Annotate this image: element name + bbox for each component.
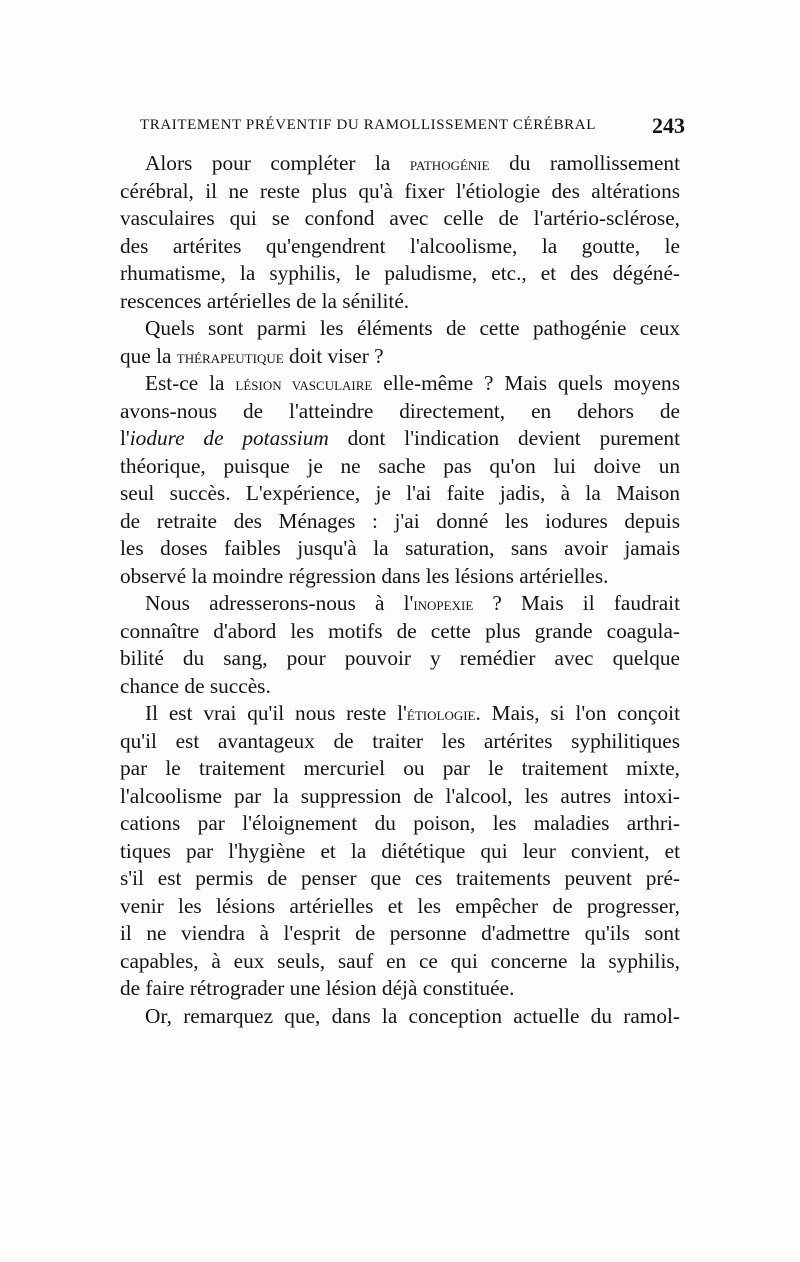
text-line: l'alcoolisme par la suppression de l'alcool, les autres intoxi- [120, 783, 680, 808]
text-line: l'iodure de potassium dont l'indication devient purement [120, 426, 680, 450]
text-line: chance de succès. [120, 673, 271, 698]
running-head [140, 115, 685, 143]
text-line: s'il est permis de penser que ces traitements peuvent pré- [120, 866, 680, 890]
text-line: avons-nous de l'atteindre directement, en dehors de [120, 398, 680, 423]
text-line: rhumatisme, la syphilis, le paludisme, etc., et des dégéné- [120, 261, 680, 285]
page-number: 243 [652, 113, 685, 138]
small-caps-term: étiologie [406, 704, 476, 724]
body-text [120, 150, 680, 1030]
text-line: rescences artérielles de la sénilité. [120, 288, 410, 313]
text-line: les doses faibles jusqu'à la saturation, sans avoir jamais [120, 536, 680, 560]
text-line: bilité du sang, pour pouvoir y remédier avec quelque [120, 646, 680, 670]
text-line: venir les lésions artérielles et les empêcher de progresser, [120, 893, 680, 918]
text-line: Quels sont parmi les éléments de cette pathogénie ceux [145, 316, 680, 340]
running-head-title: TRAITEMENT PRÉVENTIF DU RAMOLLISSEMENT CÉRÉBRAL [140, 117, 596, 133]
text-line: vasculaires qui se confond avec celle de l'artério-sclérose, [120, 206, 680, 230]
text-line: des artérites qu'engendrent l'alcoolisme, la goutte, le [120, 233, 680, 258]
text-line: capables, à eux seuls, sauf en ce qui concerne la syphilis, [120, 948, 680, 973]
text-line: Il est vrai qu'il nous reste l'étiologie. Mais, si l'on conçoit [145, 701, 680, 725]
text-line: Or, remarquez que, dans la conception actuelle du ramol- [145, 1003, 680, 1028]
text-line: Est-ce la lésion vasculaire elle-même ? Mais quels moyens [145, 371, 680, 395]
text-line: qu'il est avantageux de traiter les artérites syphilitiques [120, 728, 680, 753]
text-line: par le traitement mercuriel ou par le traitement mixte, [120, 756, 680, 780]
text-line: tiques par l'hygiène et la diététique qui leur convient, et [120, 838, 680, 863]
text-line: connaître d'abord les motifs de cette plus grande coagula- [120, 618, 680, 643]
text-line: cérébral, il ne reste plus qu'à fixer l'étiologie des altérations [120, 178, 680, 203]
small-caps-term: lésion vasculaire [235, 374, 373, 394]
text-line: théorique, puisque je ne sache pas qu'on lui doive un [120, 453, 680, 478]
text-line: de retraite des Ménages : j'ai donné les iodures depuis [120, 508, 680, 533]
text-line: observé la moindre régression dans les lésions artérielles. [120, 563, 609, 588]
text-line: Alors pour compléter la pathogénie du ramollissement [145, 151, 680, 175]
text-line: seul succès. L'expérience, je l'ai faite jadis, à la Maison [120, 481, 680, 505]
small-caps-term: thérapeutique [176, 346, 284, 367]
text-line: cations par l'éloignement du poison, les maladies arthri- [120, 811, 680, 835]
text-line: de faire rétrograder une lésion déjà constituée. [120, 976, 515, 1000]
small-caps-term: pathogénie [409, 154, 490, 174]
italic-term: iodure de potassium [129, 426, 329, 450]
text-line: que la thérapeutique doit viser ? [120, 343, 384, 368]
text-line: il ne viendra à l'esprit de personne d'admettre qu'ils sont [120, 921, 680, 945]
text-line: Nous adresserons-nous à l'inopexie ? Mais il faudrait [145, 591, 680, 615]
small-caps-term: inopexie [413, 594, 474, 614]
